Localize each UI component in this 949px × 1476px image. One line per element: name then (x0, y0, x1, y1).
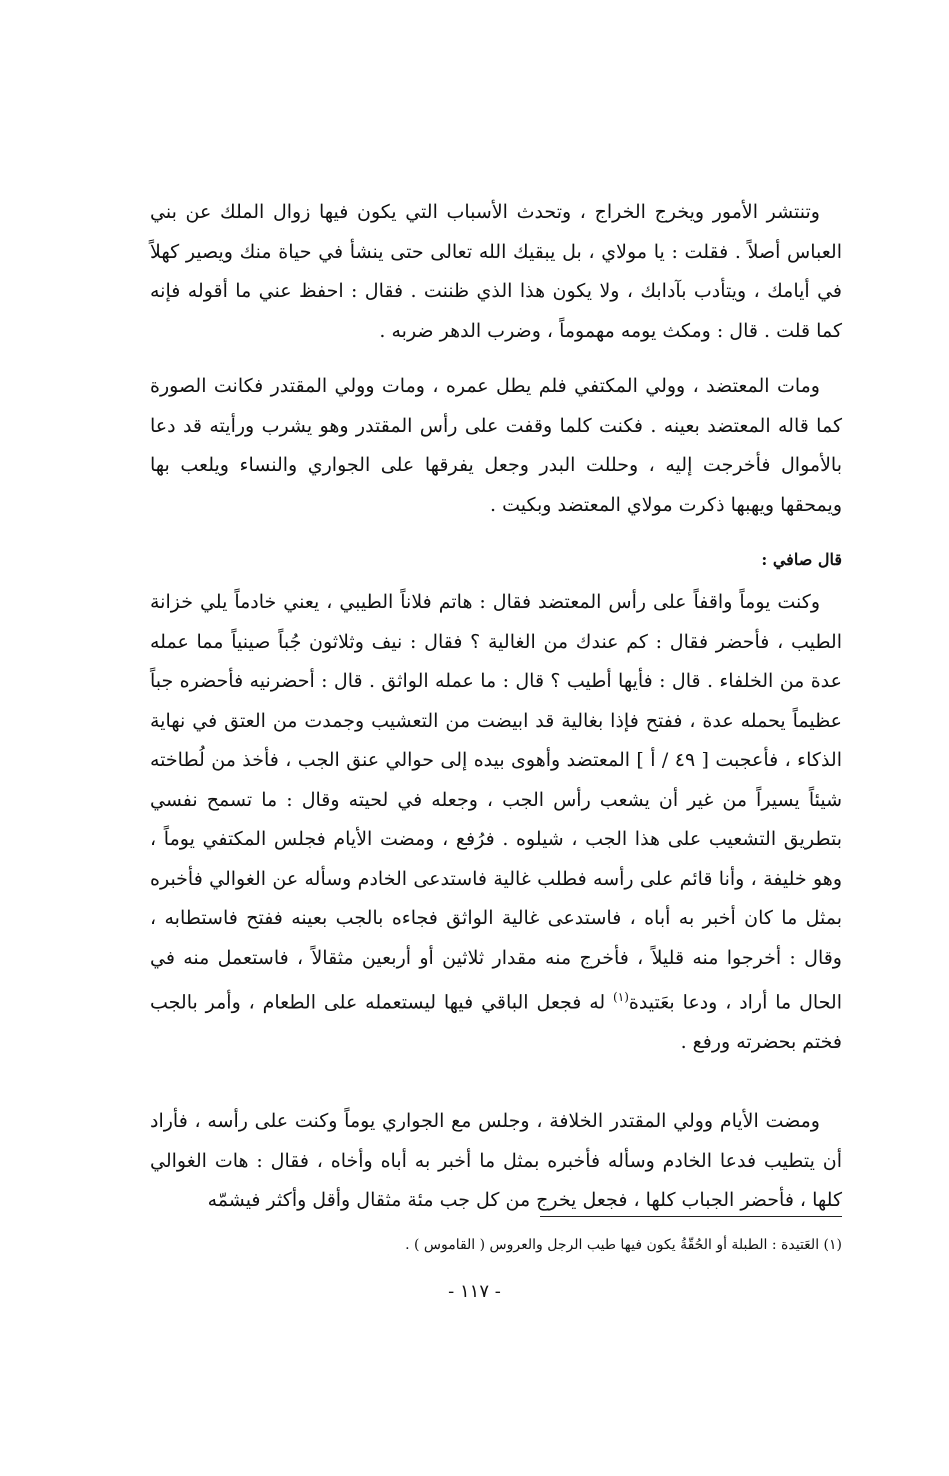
footnote-reference: (١) (613, 990, 629, 1004)
paragraph-text-part2: له فجعل الباقي فيها ليستعمله على الطعام ، وأمر بالجب فختم بحضرته ورفع . (150, 991, 842, 1053)
speaker-label: قال صافي : (761, 550, 842, 569)
paragraph-2 (150, 367, 842, 525)
footnote: (١) العَتيدة : الطبلة أو الحُقّةُ يكون فيها طيب الرجل والعروس ( القاموس ) . (405, 1237, 842, 1253)
paragraph-4 (150, 1102, 842, 1221)
paragraph-text-part1: وكنت يوماً واقفاً على رأس المعتضد فقال : هاتم فلاناً الطيبي ، يعني خادماً يلي خزانة الطيب ، فأحضر فقال : كم عندك من الغالية ؟ فقال : نيف وثلاثون جُباً صينياً مما عمله عدة من الخلفاء . قال : فأيها أطيب ؟ قال : ما عمله الواثق . قال : أحضرنيه فأحضره جباً عظيماً يحمله عدة ، ففتح فإذا بغالية قد ابيضت من التعشيب وجمدت من العتق في نهاية الذكاء ، فأعجبت [ ٤٩ / أ ] المعتضد وأهوى بيده إلى حوالي عنق الجب ، فأخذ من لُطاخته شيئاً يسيراً من غير أن يشعب رأس الجب ، وجعله في لحيته وقال : ما تسمح نفسي بتطريق التشعيب على هذا الجب ، شيلوه . فرُفع ، ومضت الأيام فجلس المكتفي يوماً ، وهو خليفة ، وأنا قائم على رأسه فطلب غالية فاستدعى الخادم وسأله عن الغوالي فأخبره بمثل ما كان أخبر به أباه ، فاستدعى غالية الواثق فجاءه بالجب بعينه ففتح فاستطابه ، وقال : أخرجوا منه قليلاً ، فأخرج منه مقدار ثلاثين أو أربعين مثقالاً ، فاستعمل منه في الحال ما أراد ، ودعا بعَتيدة (150, 591, 842, 1014)
paragraph-text (150, 583, 842, 1062)
speaker-heading (150, 545, 842, 575)
page-number: - ١١٧ - (448, 1281, 501, 1302)
paragraph-text: ومضت الأيام وولي المقتدر الخلافة ، وجلس مع الجواري يوماً وكنت على رأسه ، فأراد أن يتطيب فدعا الخادم وسأله فأخبره بمثل ما أخبر به أباه وأخاه ، فقال : هات الغوالي كلها ، فأحضر الجباب كلها ، فجعل يخرج من كل جب مئة مثقال وأقل وأكثر فيشمّه (150, 1110, 842, 1211)
paragraph-3 (150, 583, 842, 1062)
paragraph-text: ومات المعتضد ، وولي المكتفي فلم يطل عمره ، ومات وولي المقتدر فكانت الصورة كما قاله المعتضد بعينه . فكنت كلما وقفت على رأس المقتدر وهو يشرب ورأيته قد دعا بالأموال فأخرجت إليه ، وحللت البدر وجعل يفرقها على الجواري والنساء ويلعب بها ويمحقها ويهبها ذكرت مولاي المعتضد وبكيت . (150, 375, 842, 516)
footnote-divider (540, 1216, 842, 1217)
paragraph-text: وتنتشر الأمور ويخرج الخراج ، وتحدث الأسباب التي يكون فيها زوال الملك عن بني العباس أصلاً . فقلت : يا مولاي ، بل يبقيك الله تعالى حتى ينشأ في حياة منك ويصير كهلاً في أيامك ، ويتأدب بآدابك ، ولا يكون هذا الذي ظننت . فقال : احفظ عني ما أقوله فإنه كما قلت . قال : ومكث يومه مهموماً ، وضرب الدهر ضربه . (150, 201, 842, 342)
paragraph-1 (150, 193, 842, 351)
